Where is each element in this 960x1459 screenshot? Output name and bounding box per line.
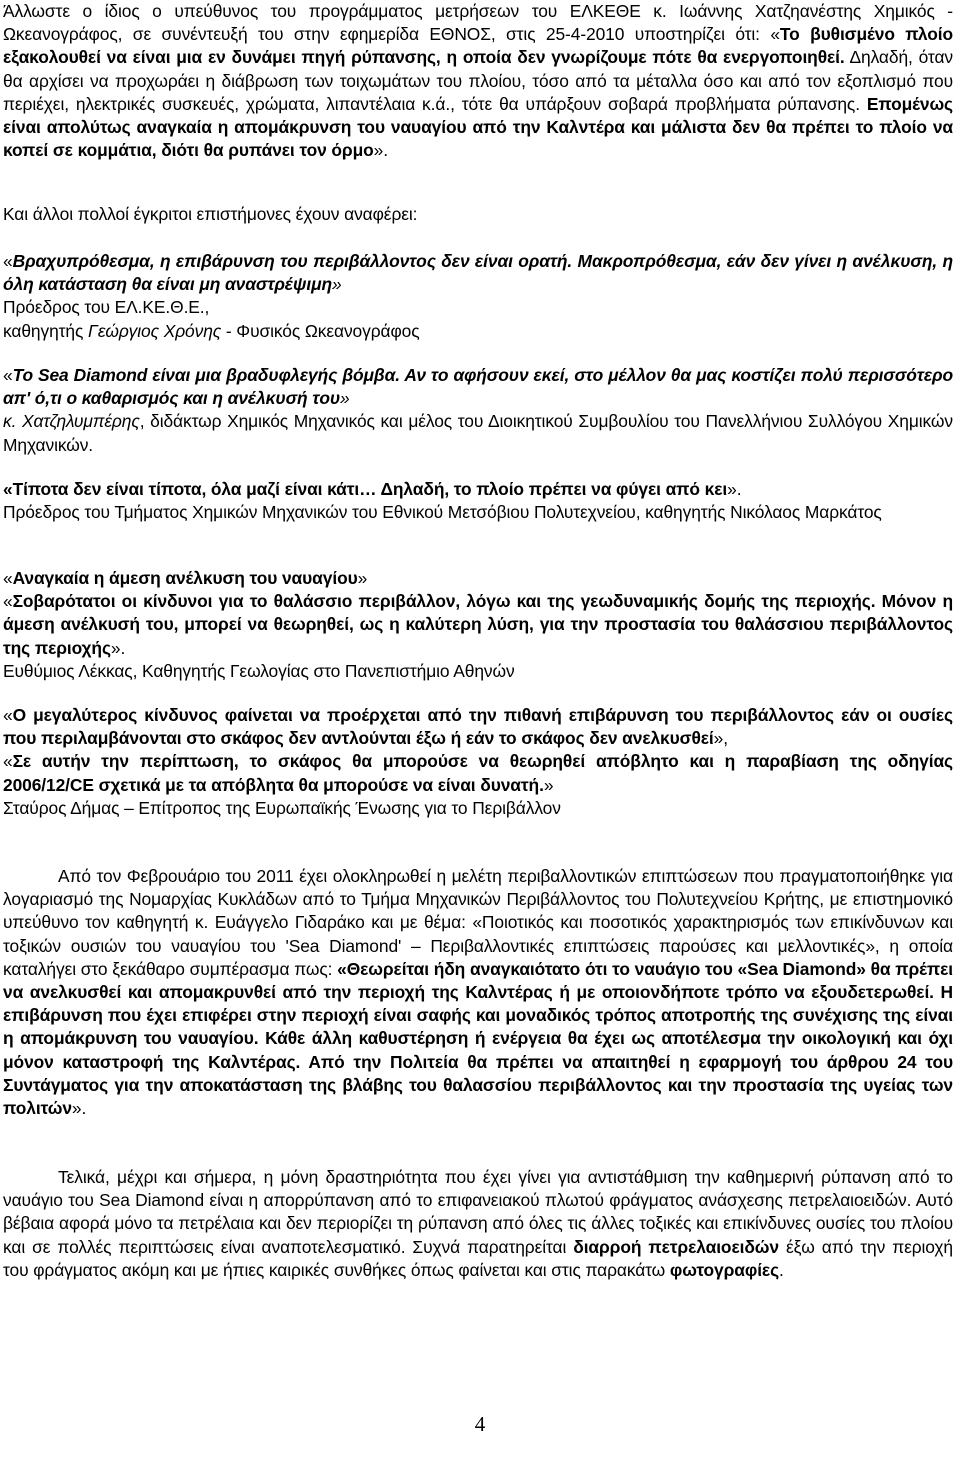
paragraph-text: Και άλλοι πολλοί έγκριτοι επιστήμονες έχουν αναφέρει: xyxy=(3,204,418,224)
quote-open: « xyxy=(3,568,13,588)
quote-text: «Τίποτα δεν είναι τίποτα, όλα μαζί είναι κάτι… Δηλαδή, το πλοίο πρέπει να φύγει από κει xyxy=(3,479,728,499)
quote-open: « xyxy=(3,751,13,772)
paragraph-text: . xyxy=(779,1259,784,1280)
quote-close: » xyxy=(340,388,350,409)
quote-bold-text: Επομένως είναι απολύτως αναγκαία η απομάκρυνση του ναυαγίου από την Καλντέρα και μάλιστα δεν θα πρέπει το πλοίο να κοπεί σε κομμάτια, διότι θα ρυπάνει τον όρμο xyxy=(3,93,953,161)
quote-close: ». xyxy=(71,1098,87,1119)
quote-bold-text: Το βυθισμένο πλοίο εξακολουθεί να είναι μια εν δυνάμει πηγή ρύπανσης, η οποία δεν γνωρίζουμε πότε θα ενεργοποιηθεί. xyxy=(3,24,953,68)
emphasis-text: φωτογραφίες xyxy=(669,1259,780,1280)
attribution-title: καθηγητής xyxy=(3,320,89,341)
quote-close: ». xyxy=(110,637,126,658)
quote-close: », xyxy=(713,728,728,749)
paragraph-chatzianestis-quote xyxy=(0,0,955,162)
attribution-desc: Πρόεδρος του Τμήματος Χημικών Μηχανικών του Εθνικού Μετσόβιου Πολυτεχνείου, καθηγητής Νικόλαος Μαρκάτος xyxy=(3,502,882,523)
quote-open: « xyxy=(3,591,13,612)
paragraph-intro-experts xyxy=(0,203,955,226)
quote-open: « xyxy=(3,705,13,725)
quote-text: Αναγκαία η άμεση ανέλκυση του ναυαγίου xyxy=(12,568,358,588)
attribution-role: Πρόεδρος του ΕΛ.ΚΕ.Θ.Ε., xyxy=(3,297,210,318)
quote-block-dimas xyxy=(0,704,955,820)
quote-close: » xyxy=(331,274,342,295)
attribution-name: κ. Χατζηλυμπέρης xyxy=(3,411,140,432)
quote-block-markatos xyxy=(0,478,955,524)
quote-close: » xyxy=(357,568,368,588)
quote-text: Σοβαρότατοι οι κίνδυνοι για το θαλάσσιο περιβάλλον, λόγω και της γεωδυναμικής δομής της περιοχής. Μόνον η άμεση ανέλκυσή του, μπορεί να θεωρηθεί, ως η καλύτερη λύση, για την προστασία του θαλάσσιου περιβάλλοντος της περιοχής xyxy=(3,591,953,658)
conclusion-bold-text: «Θεωρείται ήδη αναγκαιότατο ότι το ναυάγιο του «Sea Diamond» θα πρέπει να ανελκυσθεί και απομακρυνθεί από την περιοχή της Καλντέρας ή με οποιονδήποτε τρόπο να εξουδετερωθεί. Η επιβάρυνση που έχει επιφέρει στην περιοχή είναι σαφής και μοναδικός τρόπος αποτροπής της συνέχισης της είναι η απομάκρυνση του ναυαγίου. Κάθε άλλη καθυστέρηση ή ενέργεια θα έχει ως αποτέλεσμα την οικολογική και όχι μόνον καταστροφή της Καλντέρας. Από την Πολιτεία θα πρέπει να απαιτηθεί η εφαρμογή του άρθρου 24 του Συντάγματος για την αποκατάσταση της βλάβης του θαλασσίου περιβάλλοντος και την προστασία της υγείας των πολιτών xyxy=(3,958,953,1119)
attribution-desc: Ευθύμιος Λέκκας, Καθηγητής Γεωλογίας στο Πανεπιστήμιο Αθηνών xyxy=(3,660,515,681)
quote-open: « xyxy=(3,365,13,385)
attribution-desc: , διδάκτωρ Χημικός Μηχανικός και μέλος του Διοικητικού Συμβουλίου του Πανελλήνιου Συλλόγου Χημικών Μηχανικών. xyxy=(3,411,953,455)
quote-close: ». xyxy=(727,479,742,499)
quote-text: Το Sea Diamond είναι μια βραδυφλεγής βόμβα. Αν το αφήσουν εκεί, στο μέλλον θα μας κοστίζει πολύ περισσότερο απ' ό,τι ο καθαρισμός και η ανέλκυσή του xyxy=(3,365,953,409)
paragraph-study-gidarakos xyxy=(0,865,955,1120)
quote-text: Σε αυτήν την περίπτωση, το σκάφος θα μπορούσε να θεωρηθεί απόβλητο και η παραβίαση της οδηγίας 2006/12/CE σχετικά με τα απόβλητα θα μπορούσε να είναι δυνατή. xyxy=(3,751,953,795)
attribution-name: Γεώργιος Χρόνης xyxy=(88,320,222,341)
attribution-title: - Φυσικός Ωκεανογράφος xyxy=(221,320,420,341)
quote-open: « xyxy=(3,251,13,271)
paragraph-final-remarks xyxy=(0,1166,955,1282)
paragraph-text: Άλλωστε ο ίδιος ο υπεύθυνος του προγράμματος μετρήσεων του ΕΛΚΕΘΕ κ. Ιωάννης Χατζηανέστης Χημικός - Ωκεανογράφος, σε συνέντευξή του στην εφημερίδα ΕΘΝΟΣ, στις 25-4-2010 υποστηρίζει ότι: « xyxy=(3,1,953,45)
attribution-desc: Σταύρος Δήμας – Επίτροπος της Ευρωπαϊκής Ένωσης για το Περιβάλλον xyxy=(3,797,561,818)
quote-text: Ο μεγαλύτερος κίνδυνος φαίνεται να προέρχεται από την πιθανή επιβάρυνση του περιβάλλοντος εάν οι ουσίες που περιλαμβάνονται στο σκάφος δεν αντλούνται έξω ή εάν το σκάφος δεν ανελκυσθεί xyxy=(3,705,953,749)
quote-block-lekkas xyxy=(0,567,955,683)
paragraph-text: Από τον Φεβρουάριο του 2011 έχει ολοκληρωθεί η μελέτη περιβαλλοντικών επιπτώσεων που πραγματοποιήθηκε για λογαριασμό της Νομαρχίας Κυκλάδων από το Τμήμα Μηχανικών Περιβάλλοντος του Πολυτεχνείου Κρήτης, με επιστημονικό υπεύθυνο τον καθηγητή κ. Ευάγγελο Γιδαράκο και με θέμα: «Ποιοτικός και ποσοτικός χαρακτηρισμός των επικίνδυνων και τοξικών ουσιών του ναυαγίου του 'Sea Diamond' – Περιβαλλοντικές επιπτώσεις παρούσες και μελλοντικές», η οποία καταλήγει στο ξεκάθαρο συμπέρασμα πως: xyxy=(3,866,953,979)
emphasis-text: διαρροή πετρελαιοειδών xyxy=(573,1236,779,1257)
quote-text: Βραχυπρόθεσμα, η επιβάρυνση του περιβάλλοντος δεν είναι ορατή. Μακροπρόθεσμα, εάν δεν γίνει η ανέλκυση, η όλη κατάσταση θα είναι μη αναστρέψιμη xyxy=(3,251,953,295)
quote-block-chronis xyxy=(0,250,955,343)
paragraph-text: έξω από την περιοχή του φράγματος ακόμη και με ήπιες καιρικές συνθήκες όπως φαίνεται και στις παρακάτω xyxy=(3,1236,954,1280)
page-number: 4 xyxy=(474,1412,486,1436)
quote-close: » xyxy=(543,774,554,795)
quote-block-chatzilymperis xyxy=(0,364,955,457)
paragraph-text: Δηλαδή, όταν θα αρχίσει να προχωράει η διάβρωση των τοιχωμάτων του πλοίου, τόσο από τα μέταλλα όσο και από τον εξοπλισμό που περιέχει, ηλεκτρικές συσκευές, χρώματα, λιπαντέλαια κ.ά., τότε θα υπάρξουν σοβαρά προβλήματα ρύπανσης. xyxy=(3,47,953,114)
paragraph-text: Τελικά, μέχρι και σήμερα, η μόνη δραστηριότητα που έχει γίνει για αντιστάθμιση την καθημερινή ρύπανση από το ναυάγιο του Sea Diamond είναι η απορρύπανση από το επιφανειακού πλωτού φράγματος ανάσχεσης πετρελαιοειδών. Αυτό βέβαια αφορά μόνο τα πετρέλαια και δεν περιορίζει τη ρύπανση από όλες τις άλλες τοξικές και επικίνδυνες ουσίες του πλοίου και σε πολλές περιπτώσεις είναι αναποτελεσματικό. Συχνά παρατηρείται xyxy=(3,1167,953,1257)
quote-close: ». xyxy=(373,140,388,161)
